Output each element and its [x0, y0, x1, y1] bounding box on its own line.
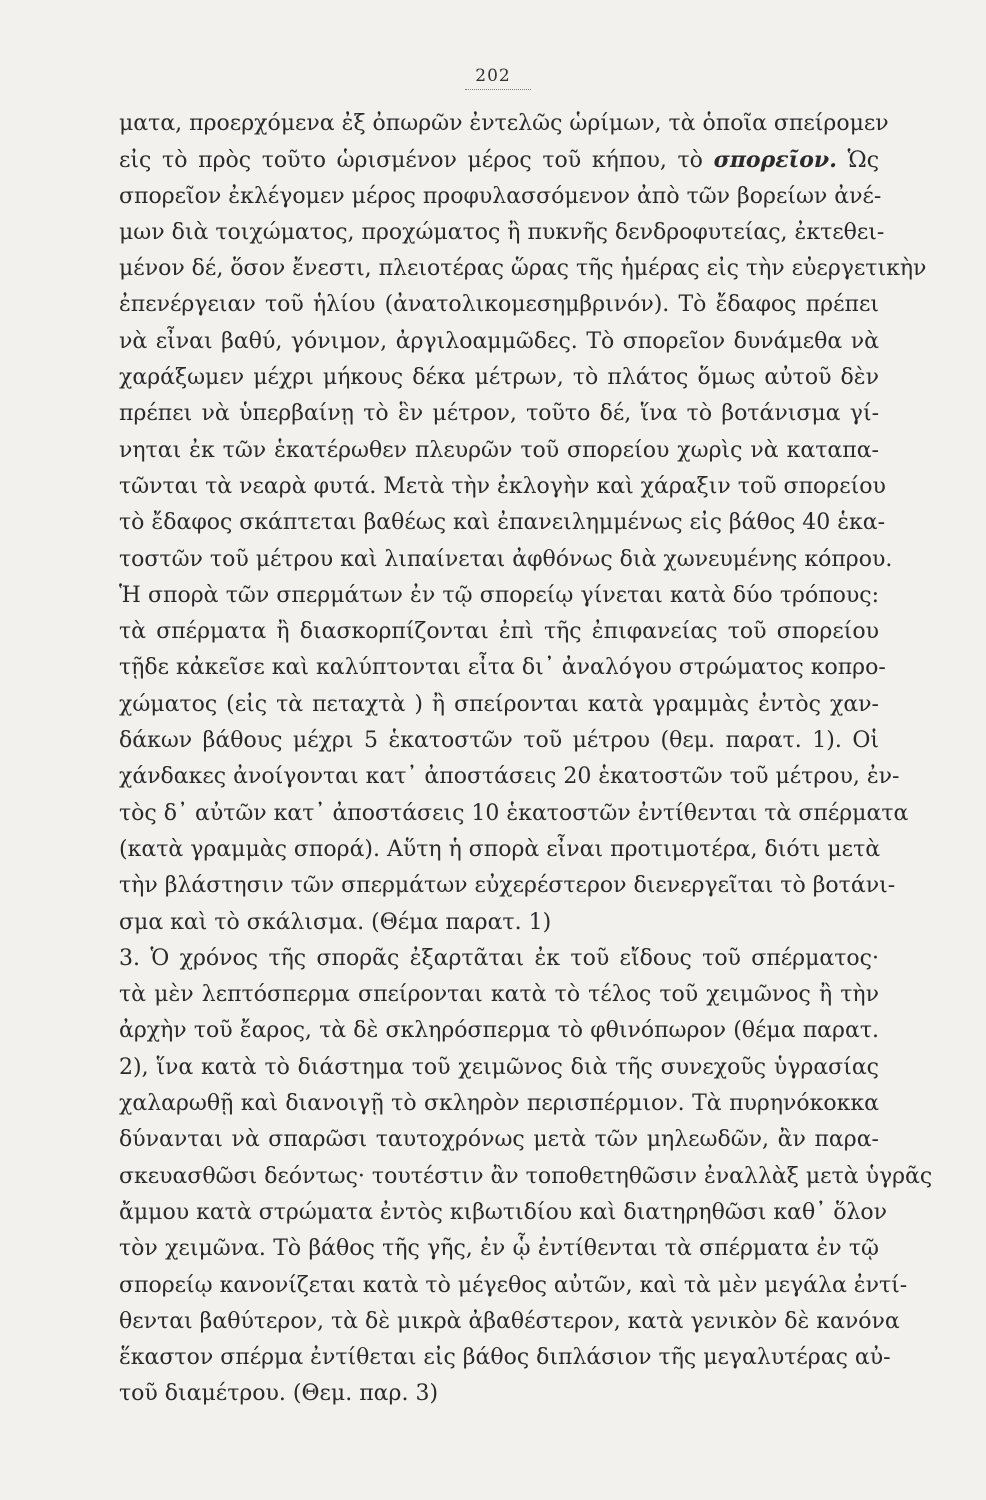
text-line: νηται ἐκ τῶν ἑκατέρωθεν πλευρῶν τοῦ σπορείου χωρὶς νὰ καταπα- — [119, 437, 879, 463]
text-line — [119, 142, 879, 178]
text-line: τοστῶν τοῦ μέτρου καὶ λιπαίνεται ἀφθόνως διὰ χωνευμένης κόπρου. — [119, 546, 893, 572]
text-line: τῇδε κἀκεῖσε καὶ καλύπτονται εἶτα δι᾽ ἀναλόγου στρώματος κοπρο- — [119, 655, 886, 681]
text-line: τὸς δ᾽ αὐτῶν κατ᾽ ἀποστάσεις 10 ἑκατοστῶν ἐντίθενται τὰ σπέρματα — [119, 800, 909, 826]
text-line: ἐπενέργειαν τοῦ ἡλίου (ἀνατολικομεσημβρινόν). Τὸ ἔδαφος πρέπει — [119, 292, 879, 318]
text-line: τοῦ διαμέτρου. (Θεμ. παρ. 3) — [119, 1381, 439, 1407]
text-line: σπορεῖον ἐκλέγομεν μέρος προφυλασσόμενον ἀπὸ τῶν βορείων ἀνέ- — [119, 183, 882, 209]
text-line: νὰ εἶναι βαθύ, γόνιμον, ἀργιλοαμμῶδες. Τὸ σπορεῖον δυνάμεθα νὰ — [119, 328, 879, 354]
text-line: ἄμμου κατὰ στρώματα ἐντὸς κιβωτιδίου καὶ διατηρηθῶσι καθ᾽ ὅλον — [119, 1199, 888, 1225]
text-line-end: Ὡς — [847, 148, 880, 174]
page-number: 202 — [475, 66, 511, 86]
paragraph-3-start: 3. Ὁ χρόνος τῆς σπορᾶς ἐξαρτᾶται ἐκ τοῦ εἴδους τοῦ σπέρματος· — [119, 945, 879, 971]
text-line: χαράξωμεν μέχρι μήκους δέκα μέτρων, τὸ πλάτος ὅμως αὐτοῦ δὲν — [119, 365, 879, 391]
text-line: χαλαρωθῇ καὶ διανοιγῇ τὸ σκληρὸν περισπέρμιον. Τὰ πυρηνόκοκκα — [119, 1091, 879, 1117]
text-line: θενται βαθύτερον, τὰ δὲ μικρὰ ἀβαθέστερον, κατὰ γενικὸν δὲ κανόνα — [119, 1308, 900, 1334]
emphasized-term: σπορεῖον. — [713, 147, 837, 174]
text-line: σπορείῳ κανονίζεται κατὰ τὸ μέγεθος αὐτῶν, καὶ τὰ μὲν μεγάλα ἐντί- — [119, 1272, 908, 1298]
body-text — [119, 106, 933, 1413]
text-line: Ἡ σπορὰ τῶν σπερμάτων ἐν τῷ σπορείῳ γίνεται κατὰ δύο τρόπους: — [119, 582, 879, 608]
text-line: χώματος (εἰς τὰ πεταχτὰ ) ἢ σπείρονται κατὰ γραμμὰς ἐντὸς χαν- — [119, 691, 879, 717]
text-line: τὰ σπέρματα ἢ διασκορπίζονται ἐπὶ τῆς ἐπιφανείας τοῦ σπορείου — [119, 619, 879, 645]
text-line: 2), ἵνα κατὰ τὸ διάστημα τοῦ χειμῶνος διὰ τῆς συνεχοῦς ὑγρασίας — [119, 1054, 879, 1080]
text-line: σμα καὶ τὸ σκάλισμα. (Θέμα παρατ. 1) — [119, 909, 552, 935]
text-line — [119, 941, 879, 977]
text-line: (κατὰ γραμμὰς σπορά). Αὕτη ἡ σπορὰ εἶναι προτιμοτέρα, διότι μετὰ — [119, 836, 881, 862]
text-line: τὴν βλάστησιν τῶν σπερμάτων εὐχερέστερον διενεργεῖται τὸ βοτάνι- — [119, 873, 896, 899]
text-line: δύνανται νὰ σπαρῶσι ταυτοχρόνως μετὰ τῶν μηλεωδῶν, ἂν παρα- — [119, 1127, 879, 1153]
text-line: ἀρχὴν τοῦ ἔαρος, τὰ δὲ σκληρόσπερμα τὸ φθινόπωρον (θέμα παρατ. — [119, 1018, 879, 1044]
text-line: πρέπει νὰ ὑπερβαίνῃ τὸ ἓν μέτρον, τοῦτο δέ, ἵνα τὸ βοτάνισμα γί- — [119, 401, 879, 427]
text-line: τὰ μὲν λεπτόσπερμα σπείρονται κατὰ τὸ τέλος τοῦ χειμῶνος ἢ τὴν — [119, 982, 879, 1008]
text-line: τὸν χειμῶνα. Τὸ βάθος τῆς γῆς, ἐν ᾧ ἐντίθενται τὰ σπέρματα ἐν τῷ — [119, 1236, 879, 1262]
text-line: ἕκαστον σπέρμα ἐντίθεται εἰς βάθος διπλάσιον τῆς μεγαλυτέρας αὐ- — [119, 1345, 891, 1371]
text-line-start: εἰς τὸ πρὸς τοῦτο ὡρισμένον μέρος τοῦ κήπου, τὸ — [119, 148, 703, 174]
text-line: ματα, προερχόμενα ἐξ ὀπωρῶν ἐντελῶς ὡρίμων, τὰ ὁποῖα σπείρομεν — [119, 111, 889, 136]
text-line: μων διὰ τοιχώματος, προχώματος ἢ πυκνῆς δενδροφυτείας, ἐκτεθει- — [119, 219, 885, 245]
text-line: χάνδακες ἀνοίγονται κατ᾽ ἀποστάσεις 20 ἑκατοστῶν τοῦ μέτρου, ἐν- — [119, 764, 900, 790]
text-line: μένον δέ, ὅσον ἔνεστι, πλειοτέρας ὥρας τῆς ἡμέρας εἰς τὴν εὐεργετικὴν — [119, 256, 927, 282]
text-line: τῶνται τὰ νεαρὰ φυτά. Μετὰ τὴν ἐκλογὴν καὶ χάραξιν τοῦ σπορείου — [119, 473, 886, 499]
text-line: σκευασθῶσι δεόντως· τουτέστιν ἂν τοποθετηθῶσιν ἐναλλὰξ μετὰ ὑγρᾶς — [119, 1163, 933, 1189]
page-number-rule — [465, 89, 531, 90]
text-line: τὸ ἔδαφος σκάπτεται βαθέως καὶ ἐπανειλημμένως εἰς βάθος 40 ἑκα- — [119, 510, 886, 536]
text-line: δάκων βάθους μέχρι 5 ἑκατοστῶν τοῦ μέτρου (θεμ. παρατ. 1). Οἱ — [119, 728, 879, 754]
